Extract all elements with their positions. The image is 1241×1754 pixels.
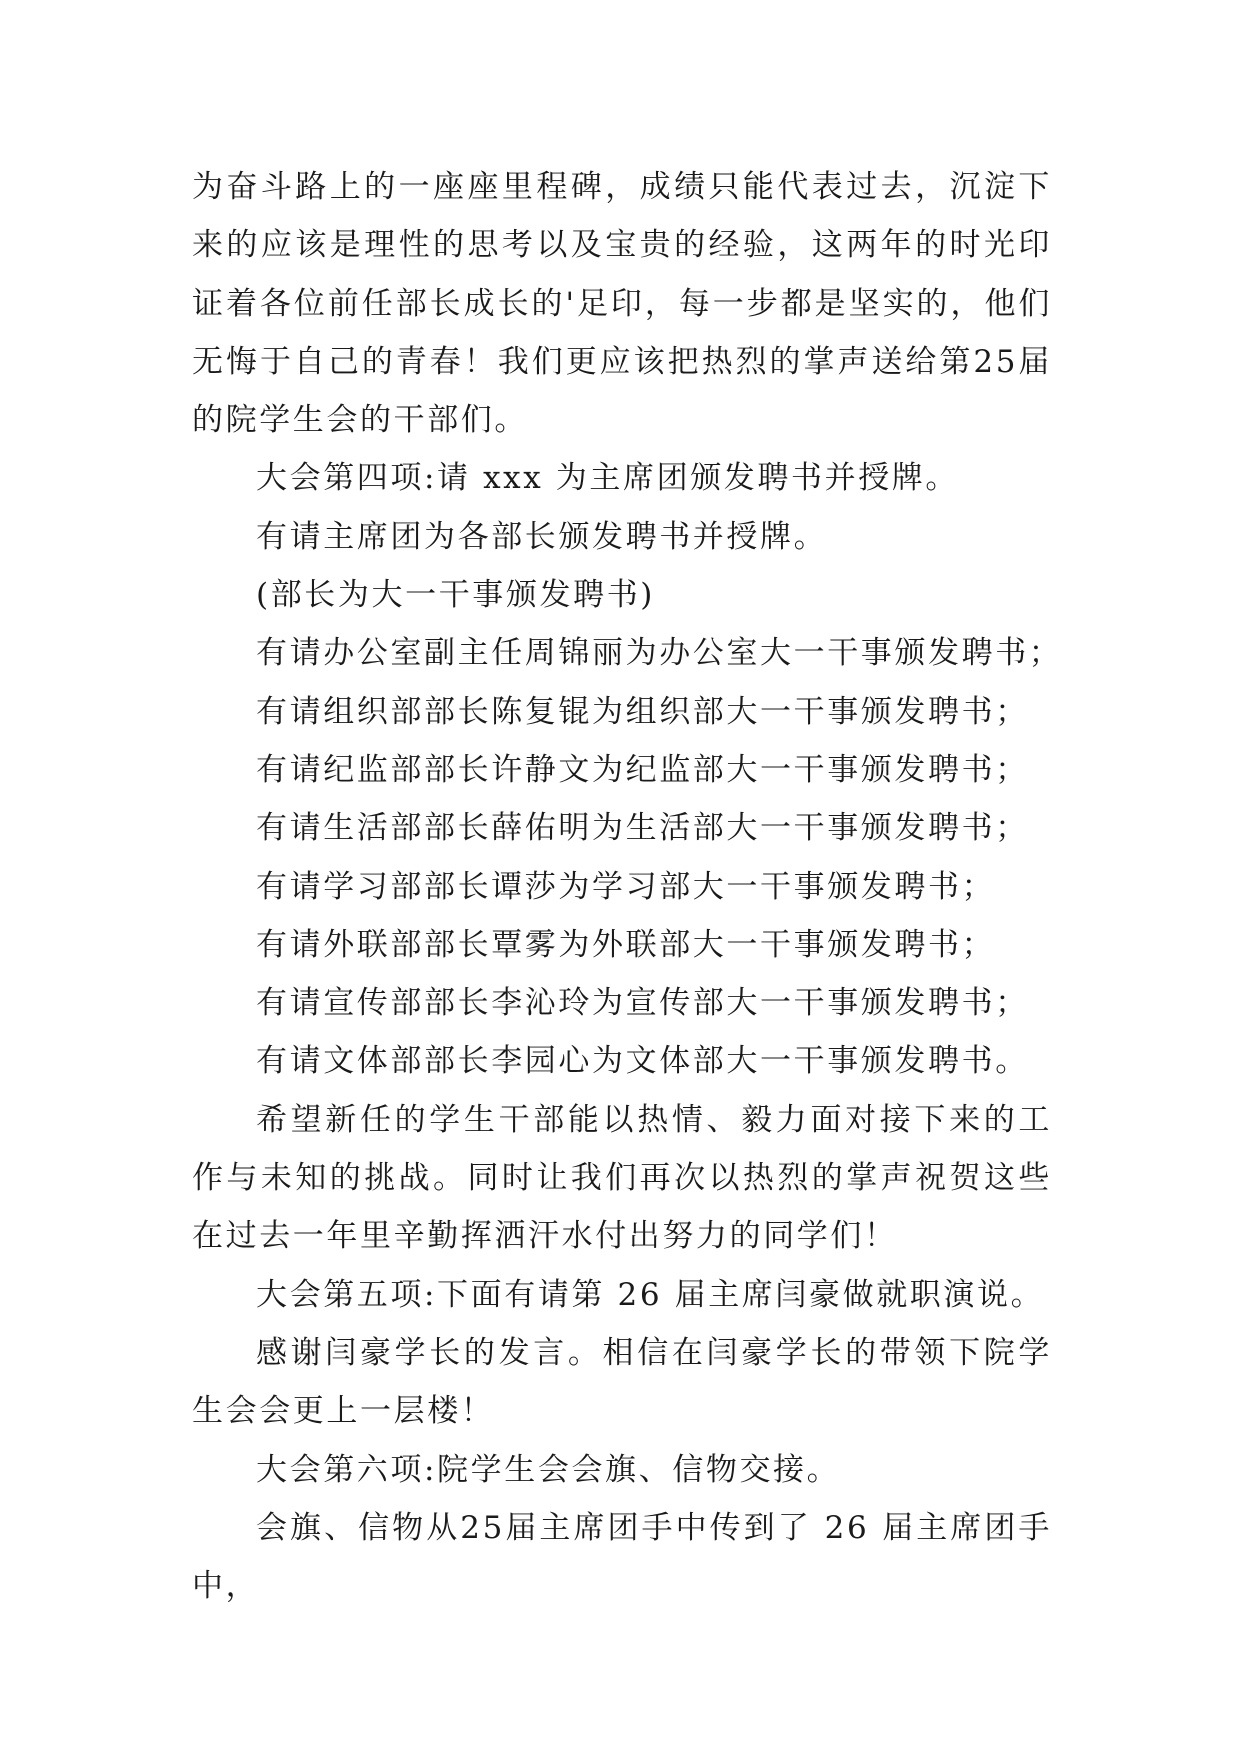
paragraph-sports: 有请文体部部长李园心为文体部大一干事颁发聘书。 <box>256 1043 1029 1080</box>
paragraph-thanks: 感谢闫豪学长的发言。相信在闫豪学长的带领下院学生会会更上一层楼！ <box>192 1334 1052 1430</box>
paragraph-continuation: 为奋斗路上的一座座里程碑，成绩只能代表过去，沉淀下来的应该是理性的思考以及宝贵的经验，这两年的时光印证着各位前任部长成长的'足印，每一步都是坚实的，他们无悔于自己的青春！我们更应该把热烈的掌声送给第25届的院学生会的干部们。 <box>192 169 1052 439</box>
paragraph-office: 有请办公室副主任周锦丽为办公室大一干事颁发聘书； <box>256 635 1063 672</box>
paragraph-item-6: 大会第六项:院学生会会旗、信物交接。 <box>256 1451 841 1488</box>
paragraph-life: 有请生活部部长薛佑明为生活部大一干事颁发聘书； <box>256 810 1029 847</box>
paragraph-publicity: 有请宣传部部长李沁玲为宣传部大一干事颁发聘书； <box>256 985 1029 1022</box>
paragraph-organization: 有请组织部部长陈复锟为组织部大一干事颁发聘书； <box>256 693 1029 730</box>
paragraph-discipline: 有请纪监部部长许静文为纪监部大一干事颁发聘书； <box>256 751 1029 788</box>
document-body <box>192 158 1063 1615</box>
paragraph-handover: 会旗、信物从25届主席团手中传到了 26 届主席团手中， <box>192 1509 1052 1605</box>
paragraph-hope: 希望新任的学生干部能以热情、毅力面对接下来的工作与未知的挑战。同时让我们再次以热烈的掌声祝贺这些在过去一年里辛勤挥洒汗水付出努力的同学们！ <box>192 1101 1052 1255</box>
paragraph-item-5: 大会第五项:下面有请第 26 届主席闫豪做就职演说。 <box>256 1276 1045 1313</box>
paragraph-note: (部长为大一干事颁发聘书) <box>256 577 655 614</box>
paragraph-study: 有请学习部部长谭莎为学习部大一干事颁发聘书； <box>256 868 996 905</box>
paragraph-presidium-award: 有请主席团为各部长颁发聘书并授牌。 <box>256 518 828 555</box>
paragraph-item-4: 大会第四项:请 xxx 为主席团颁发聘书并授牌。 <box>256 460 959 497</box>
paragraph-liaison: 有请外联部部长覃雾为外联部大一干事颁发聘书； <box>256 926 996 963</box>
